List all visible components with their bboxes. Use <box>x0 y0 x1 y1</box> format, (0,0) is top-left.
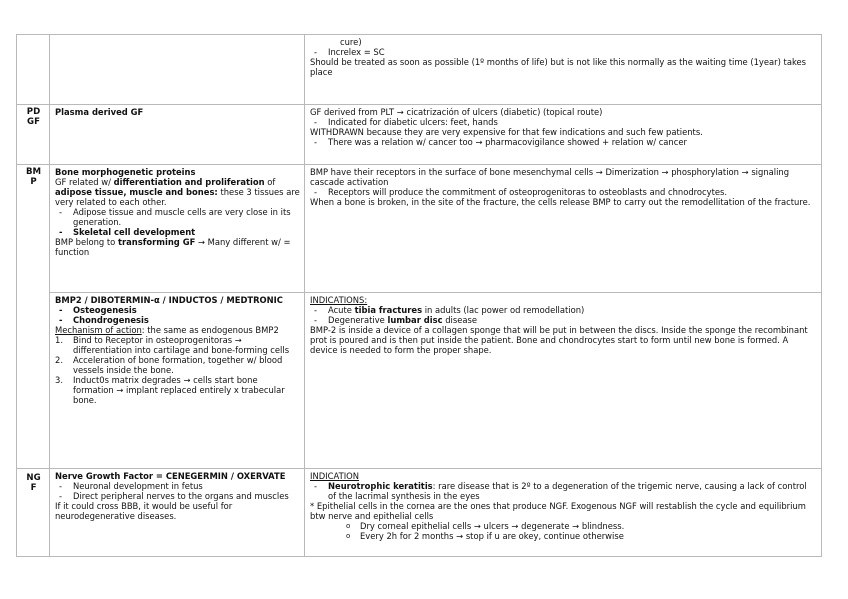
row-left-cell <box>50 105 305 165</box>
text-span: → Many different w/ = function <box>55 237 291 257</box>
list-item: - Direct peripheral nerves to the organs and muscles <box>55 491 300 501</box>
list-item: - Neurotrophic keratitis: rare disease that is 2º to a degeneration of the trigemic nerve, causing a lack of control of the lacrimal synthesis in the eyes <box>310 481 817 501</box>
sub-list-item: o Dry corneal epithelial cells → ulcers → degenerate → blindness. <box>344 521 817 531</box>
list-item: - Degenerative lumbar disc disease <box>310 315 817 325</box>
bold-text: adipose tissue, muscle and bones: <box>55 187 218 197</box>
paragraph <box>55 237 300 257</box>
list-item: - Neuronal development in fetus <box>55 481 300 491</box>
table-row-continuation <box>17 35 822 105</box>
row-title: Bone morphogenetic proteins <box>55 167 196 177</box>
table-row-bmp-general <box>17 165 822 293</box>
row-code-cell <box>17 35 50 105</box>
row-title: Nerve Growth Factor = CENEGERMIN / OXERVATE <box>55 471 286 481</box>
paragraph: BMP have their receptors in the surface of bone mesenchymal cells → Dimerization → phosphorylation → signaling cascade activation <box>310 167 790 187</box>
section-heading: INDICATION <box>310 471 360 481</box>
row-right-cell <box>305 35 822 105</box>
row-right-cell <box>305 469 822 557</box>
text-span: these 3 tissues are very related to each other. <box>55 187 300 207</box>
row-title: BMP2 / DIBOTERMIN-α / INDUCTOS / MEDTRONIC <box>55 295 283 305</box>
list-item: - Osteogenesis <box>55 305 300 315</box>
bold-text: differentiation and proliferation <box>113 177 265 187</box>
list-item: - Receptors will produce the commitment of osteoprogenitoras to osteoblasts and chnodrocytes. <box>310 187 817 197</box>
row-code-bmp: BM P <box>17 165 50 469</box>
continued-text: cure) <box>340 37 362 47</box>
row-left-cell <box>50 293 305 469</box>
list-item: - Increlex = SC <box>310 47 817 57</box>
numbered-item: 3. Induct0s matrix degrades → cells start bone formation → implant replaced entirely x trabecular bone. <box>55 375 285 405</box>
paragraph <box>55 177 300 207</box>
paragraph: Should be treated as soon as possible (1º months of life) but is not like this normally as the waiting time (1year) takes place <box>310 57 807 77</box>
list-item: - Adipose tissue and muscle cells are very close in its generation. <box>55 207 300 227</box>
text-span: BMP belong to <box>55 237 118 247</box>
table-row-ngf <box>17 469 822 557</box>
numbered-item: 2. Acceleration of bone formation, together w/ blood vessels inside the bone. <box>55 355 283 375</box>
paragraph: * Epithelial cells in the cornea are the ones that produce NGF. Exogenous NGF will restablish the cycle and equilibrium btw nerve and epithelial cells <box>310 501 806 521</box>
list-item: - Chondrogenesis <box>55 315 300 325</box>
numbered-item: 1. Bind to Receptor in osteoprogenitoras → differentiation into cartilage and bone-forming cells <box>55 335 290 355</box>
paragraph: If it could cross BBB, it would be useful for neurodegenerative diseases. <box>55 501 233 521</box>
bold-text: transforming GF <box>117 237 196 247</box>
row-right-cell <box>305 105 822 165</box>
row-right-cell <box>305 165 822 293</box>
row-left-cell <box>50 469 305 557</box>
row-title: Plasma derived GF <box>55 107 144 117</box>
row-left-cell <box>50 35 305 105</box>
list-item: - There was a relation w/ cancer too → pharmacovigilance showed + relation w/ cancer <box>310 137 817 147</box>
table-row-bmp2 <box>17 293 822 469</box>
section-heading: INDICATIONS: <box>310 295 368 305</box>
list-item: - Skeletal cell development <box>55 227 300 237</box>
underlined-text: Mechanism of action <box>55 325 142 335</box>
paragraph: When a bone is broken, in the site of the fracture, the cells release BMP to carry out the remodellitation of the fracture. <box>310 197 811 207</box>
text-span: : the same as endogenous BMP2 <box>141 325 279 335</box>
paragraph <box>55 325 300 335</box>
text-span: of <box>264 177 276 187</box>
row-code-pdgf: PD GF <box>17 105 50 165</box>
row-left-cell <box>50 165 305 293</box>
sub-list-item: o Every 2h for 2 months → stop if u are okey, continue otherwise <box>344 531 817 541</box>
paragraph: BMP-2 is inside a device of a collagen sponge that will be put in between the discs. Inside the sponge the recombinant prot is poured and is then put inside the patient. Bone and chondrocytes start to form until new bone is formed. A device is needed to form the proper shape. <box>310 325 808 355</box>
paragraph: GF derived from PLT → cicatrización of ulcers (diabetic) (topical route) <box>310 107 603 117</box>
row-right-cell <box>305 293 822 469</box>
growth-factor-table <box>16 34 822 557</box>
text-span: GF related w/ <box>55 177 114 187</box>
paragraph: WITHDRAWN because they are very expensive for that few indications and such few patients. <box>310 127 703 137</box>
table-row-pdgf <box>17 105 822 165</box>
list-item: - Indicated for diabetic ulcers: feet, hands <box>310 117 817 127</box>
row-code-ngf: NG F <box>17 469 50 557</box>
list-item: - Acute tibia fractures in adults (lac power od remodellation) <box>310 305 817 315</box>
